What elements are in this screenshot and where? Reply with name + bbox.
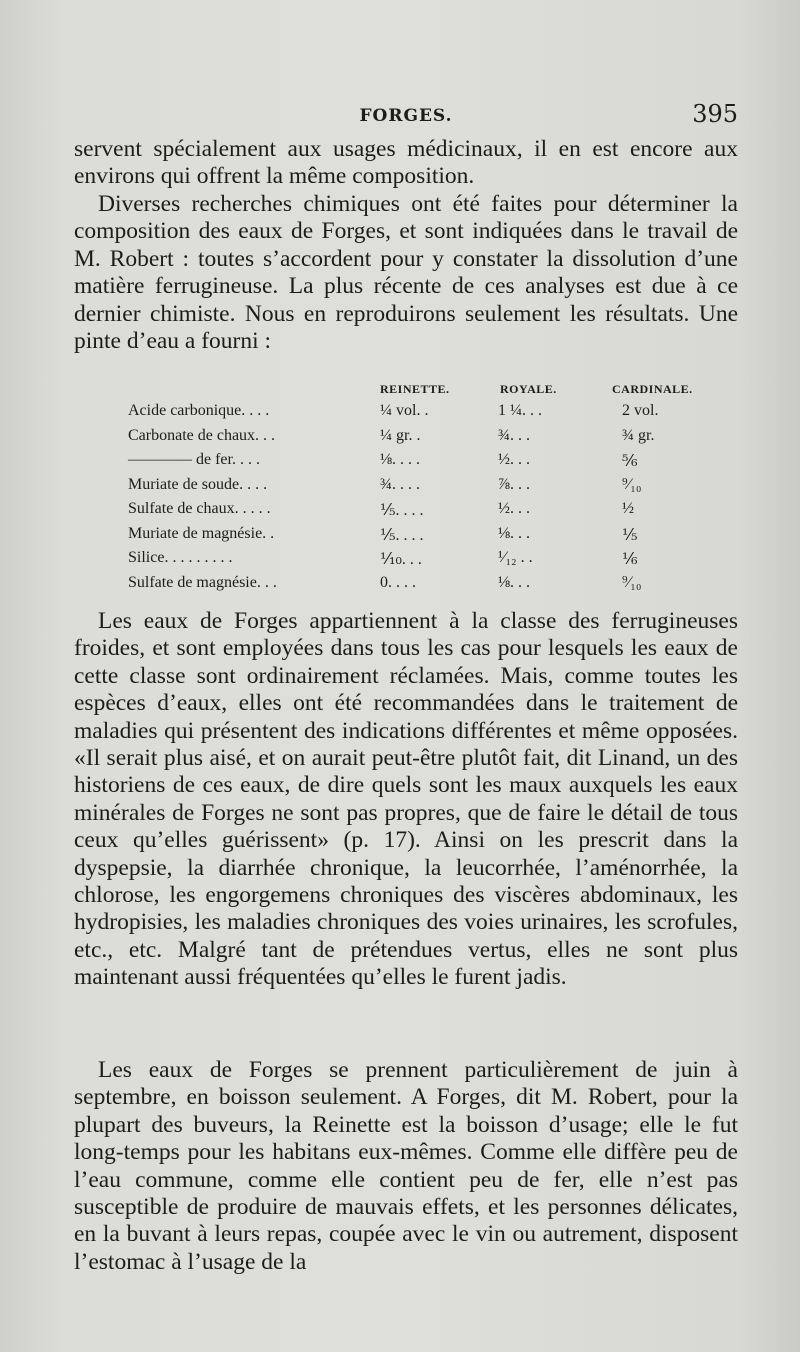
row-label: Muriate de magnésie. .	[128, 524, 275, 542]
cell-royale: ½. . .	[498, 451, 530, 468]
cell-cardinale: ⅚	[622, 453, 638, 470]
row-label: Silice. . . . . . . . .	[128, 549, 233, 566]
paragraph-analyses: Diverses recherches chimiques ont été faites pour déterminer la composition des eaux de Forges, et sont indiquées dans le travail de M. Robert : toutes s’accordent pour y constater la dissolution d’une matière ferrugineuse. La plus récente de ces analyses est due à ce dernier chimiste. Nous en reproduirons seulement les résultats. Une pinte d’eau a fourni :	[74, 191, 738, 355]
cell-royale: ½. . .	[498, 500, 530, 517]
cell-cardinale: 2 vol.	[622, 402, 659, 419]
composition-table	[128, 376, 693, 596]
row-label: ———— de fer. . . .	[128, 451, 260, 468]
cell-cardinale: ⁹⁄₁₀	[622, 573, 642, 591]
cell-cardinale: ⁹⁄₁₀	[622, 475, 642, 493]
cell-royale: ⅞. . .	[498, 475, 530, 493]
page-header	[74, 100, 738, 132]
cell-cardinale: ¾ gr.	[622, 426, 655, 444]
column-header-cardinale: CARDINALE.	[612, 382, 693, 396]
cell-reinette: ⅒. . .	[380, 551, 422, 568]
row-label: Sulfate de chaux. . . . .	[128, 500, 271, 517]
table-row	[128, 474, 688, 499]
cell-royale: ¹⁄₁₂ . .	[498, 549, 533, 566]
table-row	[128, 498, 688, 523]
cell-cardinale: ⅙	[622, 551, 638, 568]
cell-royale: ⅛. . .	[498, 573, 530, 591]
cell-royale: ¾. . .	[498, 426, 530, 444]
table-row	[128, 523, 688, 548]
cell-cardinale: ⅕	[622, 526, 638, 544]
table-row	[128, 572, 688, 597]
column-header-reinette: REINETTE.	[380, 382, 450, 396]
table-header	[128, 376, 693, 400]
table-row	[128, 425, 688, 450]
paragraph-indications: Les eaux de Forges appartiennent à la classe des ferrugineuses froides, et sont employées dans tous les cas pour lesquels les eaux de cette classe sont ordinairement réclamées. Mais, comme toutes les espèces d’eaux, elles ont été recommandées dans le traitement de maladies qui présentent des indications différentes et même opposées. «Il serait plus aisé, et on aurait peut-être plutôt fait, dit Linand, un des historiens de ces eaux, de dire quels sont les maux auxquels les eaux minérales de Forges ne sont pas propres, que de faire le détail de tous ceux qu’elles guérissent» (p. 17). Ainsi on les prescrit dans la dyspepsie, la diarrhée chronique, la leucorrhée, l’aménorrhée, la chlorose, les engorgemens chroniques des viscères abdominaux, les hydropisies, les maladies chroniques des voies urinaires, les scrofules, etc., etc. Malgré tant de prétendues vertus, elles ne sont plus maintenant aussi fréquentées qu’elles le furent jadis.	[74, 608, 738, 991]
running-title: FORGES.	[359, 106, 453, 126]
cell-reinette: ¾. . . .	[380, 475, 420, 493]
cell-royale: 1 ¼. . .	[498, 402, 542, 419]
cell-royale: ⅛. . .	[498, 524, 530, 542]
row-label: Sulfate de magnésie. . .	[128, 573, 277, 591]
table-row	[128, 547, 688, 572]
paragraph-usage: Les eaux de Forges se prennent particulièrement de juin à septembre, en boisson seulement. A Forges, dit M. Robert, pour la plupart des buveurs, la Reinette est la boisson d’usage; elle le fut long-temps pour les habitans eux-mêmes. Comme elle diffère peu de l’eau commune, comme elle contient peu de fer, elle n’est pas susceptible de produire de mauvais effets, et les personnes délicates, en la buvant à leurs repas, coupée avec le vin ou autrement, disposent l’estomac à l’usage de la	[74, 1057, 738, 1275]
paragraph-continuation: servent spécialement aux usages médicinaux, il en est encore aux environs qui offrent la même composition.	[74, 136, 738, 190]
cell-reinette: 0. . . .	[380, 573, 416, 591]
page-number: 395	[692, 100, 738, 128]
row-label: Acide carbonique. . . .	[128, 402, 270, 419]
cell-reinette: ⅕. . . .	[380, 526, 424, 544]
cell-reinette: ¼ vol. .	[380, 402, 429, 419]
row-label: Muriate de soude. . . .	[128, 475, 268, 493]
cell-cardinale: ½	[622, 500, 634, 517]
cell-reinette: ¼ gr. .	[380, 426, 421, 444]
cell-reinette: ⅕. . . .	[380, 502, 424, 519]
cell-reinette: ⅛. . . .	[380, 451, 420, 468]
row-label: Carbonate de chaux. . .	[128, 426, 276, 444]
column-header-royale: ROYALE.	[500, 382, 557, 396]
table-row	[128, 400, 688, 425]
table-row	[128, 449, 688, 474]
